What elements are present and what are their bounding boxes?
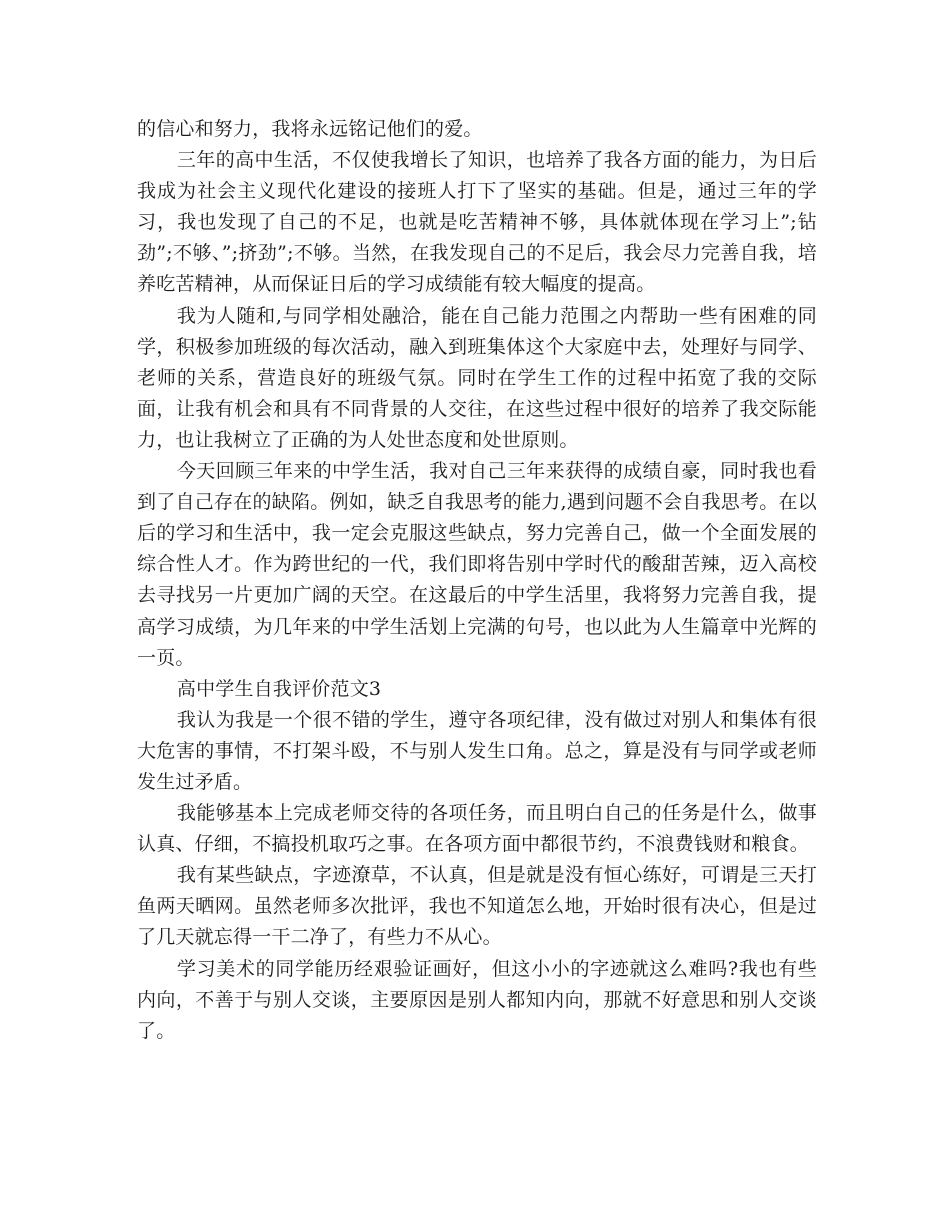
section-heading: 高中学生自我评价范文3 — [176, 677, 382, 700]
paragraph-3: 我为人随和,与同学相处融洽，能在自己能力范围之内帮助一些有困难的同学，积极参加班级的每次活动，融入到班集体这个大家庭中去，处理好与同学、老师的关系，营造良好的班级气氛。同时在学生工作的过程中拓宽了我的交际面，让我有机会和具有不同背景的人交往，在这些过程中很好的培养了我交际能力，也让我树立了正确的为人处世态度和处世原则。 — [137, 304, 817, 451]
paragraph-1: 的信心和努力，我将永远铭记他们的爱。 — [137, 118, 483, 140]
paragraph-6: 我能够基本上完成老师交待的各项任务，而且明白自己的任务是什么，做事认真、仔细，不搞投机取巧之事。在各项方面中都很节约，不浪费钱财和粮食。 — [137, 802, 817, 856]
paragraph-5: 我认为我是一个很不错的学生，遵守各项纪律，没有做过对别人和集体有很大危害的事情，不打架斗殴，不与别人发生口角。总之，算是没有与同学或老师发生过矛盾。 — [137, 708, 817, 793]
paragraph-2: 三年的高中生活，不仅使我增长了知识，也培养了我各方面的能力，为日后我成为社会主义现代化建设的接班人打下了坚实的基础。但是，通过三年的学习，我也发现了自己的不足，也就是吃苦精神不够，具体就体现在学习上”;钻劲”;不够、”;挤劲”;不够。当然，在我发现自己的不足后，我会尽力完善自我，培养吃苦精神，从而保证日后的学习成绩能有较大幅度的提高。 — [137, 149, 817, 296]
document-body — [137, 114, 817, 1047]
paragraph-8: 学习美术的同学能历经艰验证画好，但这小小的字迹就这么难吗?我也有些内向，不善于与别人交谈，主要原因是别人都知内向，那就不好意思和别人交谈了。 — [137, 957, 817, 1042]
paragraph-7: 我有某些缺点，字迹潦草，不认真，但是就是没有恒心练好，可谓是三天打鱼两天晒网。虽然老师多次批评，我也不知道怎么地，开始时很有决心，但是过了几天就忘得一干二净了，有些力不从心。 — [137, 864, 817, 949]
paragraph-4: 今天回顾三年来的中学生活，我对自己三年来获得的成绩自豪，同时我也看到了自己存在的缺陷。例如，缺乏自我思考的能力,遇到问题不会自我思考。在以后的学习和生活中，我一定会克服这些缺点，努力完善自己，做一个全面发展的综合性人才。作为跨世纪的一代，我们即将告别中学时代的酸甜苦辣，迈入高校去寻找另一片更加广阔的天空。在这最后的中学生活里，我将努力完善自我，提高学习成绩，为几年来的中学生活划上完满的句号，也以此为人生篇章中光辉的一页。 — [137, 460, 817, 669]
